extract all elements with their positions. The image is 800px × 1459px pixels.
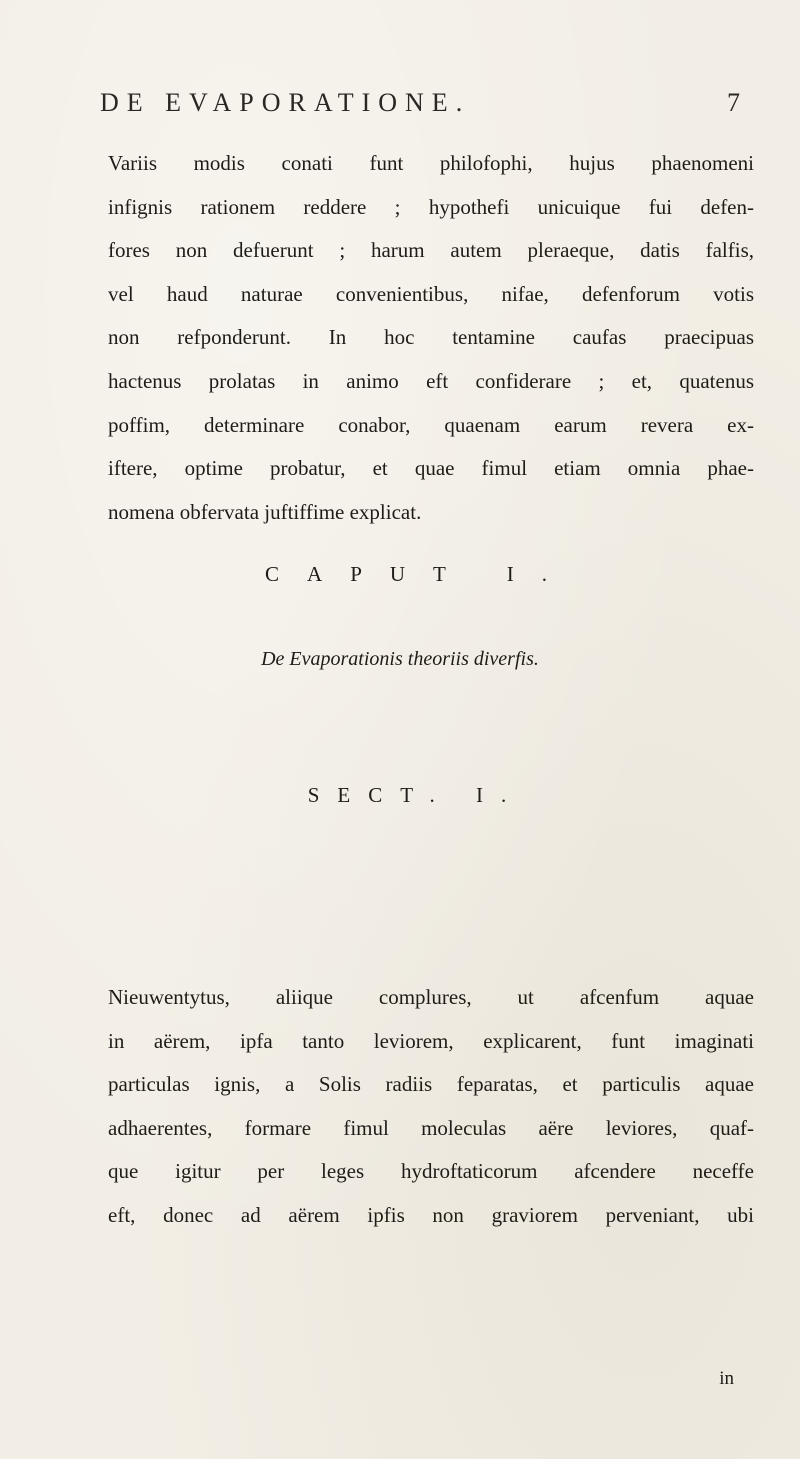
text-line: Nieuwentytus, aliique complures, ut afcenfum aquae xyxy=(108,985,754,1009)
text-line: eft, donec ad aërem ipfis non graviorem perveniant, ubi xyxy=(108,1202,754,1227)
text-line: infignis rationem reddere ; hypothefi unicuique fui defen- xyxy=(108,194,754,219)
text-line: Variis modis conati funt philofophi, hujus phaenomeni xyxy=(108,151,754,175)
text-line: hactenus prolatas in animo eft confiderare ; et, quatenus xyxy=(108,368,754,393)
catchword: in xyxy=(719,1368,734,1389)
section-heading: SECT. I. xyxy=(307,783,525,807)
text-line: adhaerentes, formare fimul moleculas aëre leviores, quaf- xyxy=(108,1115,754,1140)
text-line: non refponderunt. In hoc tentamine caufas praecipuas xyxy=(108,325,754,350)
text-line: iftere, optime probatur, et quae fimul etiam omnia phae- xyxy=(108,456,754,481)
body-paragraph xyxy=(108,976,754,1238)
page-number: 7 xyxy=(727,88,740,117)
text-line: particulas ignis, a Solis radiis feparatas, et particulis aquae xyxy=(108,1072,754,1097)
text-line: vel haud naturae convenientibus, nifae, defenforum votis xyxy=(108,281,754,306)
chapter-subtitle: De Evaporationis theoriis diverfis. xyxy=(261,648,539,670)
text-line: fores non defuerunt ; harum autem pleraeque, datis falfis, xyxy=(108,238,754,263)
chapter-heading: CAPUT I. xyxy=(265,562,575,586)
text-line: poffim, determinare conabor, quaenam earum revera ex- xyxy=(108,412,754,437)
text-line: in aërem, ipfa tanto leviorem, explicarent, funt imaginati xyxy=(108,1028,754,1053)
running-head xyxy=(100,88,740,128)
text-line: nomena obfervata juftiffime explicat. xyxy=(108,499,422,524)
text-line: que igitur per leges hydroftaticorum afcendere neceffe xyxy=(108,1159,754,1184)
intro-paragraph xyxy=(108,142,754,534)
running-title: DE EVAPORATIONE. xyxy=(100,88,471,117)
